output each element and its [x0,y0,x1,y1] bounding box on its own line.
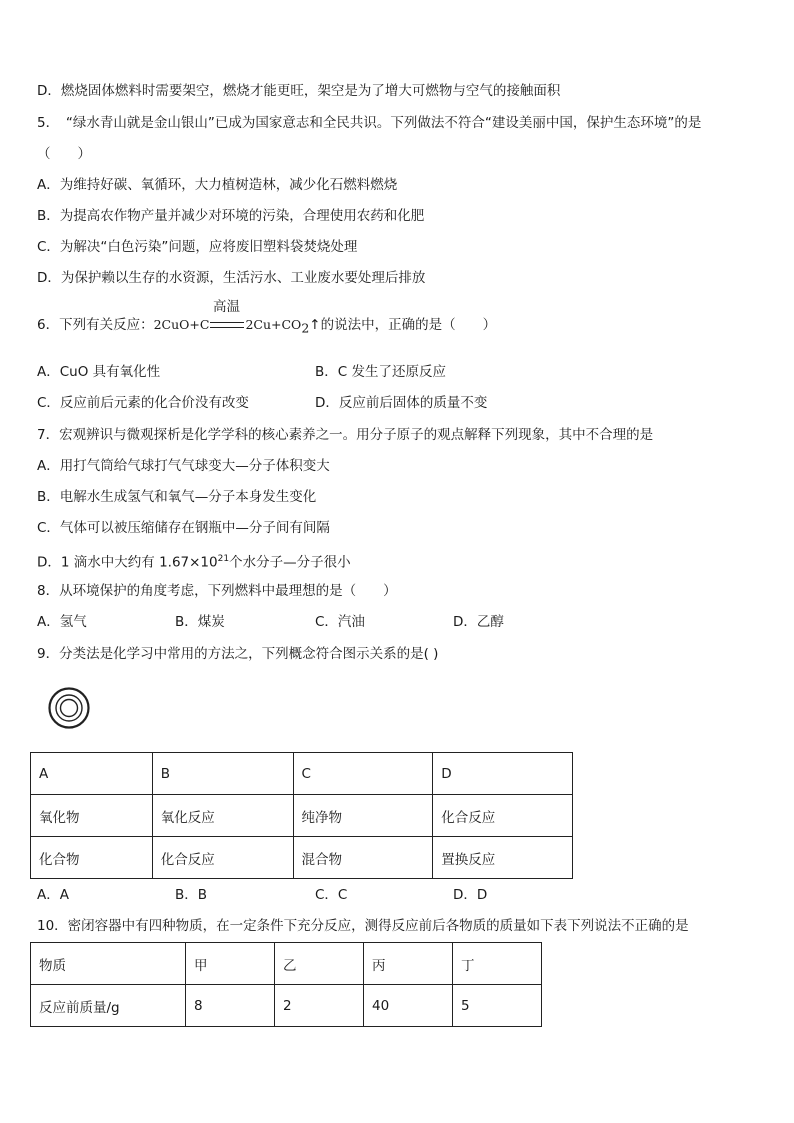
question-7: 7．宏观辨识与微观探析是化学学科的核心素养之一。用分子原子的观点解释下列现象，其中不合理的是 [37,427,654,443]
q9-table-cell: 置换反应 [433,837,573,879]
q9-option-c: C．C [315,887,348,903]
question-6 [37,299,497,338]
q7-option-b: B．电解水生成氢气和氧气—分子本身发生变化 [37,489,317,505]
q8-option-b: B．煤炭 [175,614,225,630]
q10-table-cell: 丙 [364,943,453,985]
q9-table-cell: 氧化反应 [152,795,293,837]
q8-option-d: D．乙醇 [453,614,504,630]
q5-option-a: A．为维持好碳、氧循环，大力植树造林，减少化石燃料燃烧 [37,177,398,193]
q6-equation-right: 2Cu+CO [245,317,302,332]
q9-option-d: D．D [453,887,488,903]
q9-table-cell: C [293,753,433,795]
q9-table-row [31,753,573,795]
question-5: 5． “绿水青山就是金山银山”已成为国家意志和全民共识。下列做法不符合“建设美丽中国，保护生态环境”的是 [37,115,702,131]
q10-table-cell: 8 [186,985,275,1027]
reaction-condition [209,299,245,334]
q10-table-cell: 2 [275,985,364,1027]
q5-option-b: B．为提高农作物产量并减少对环境的污染，合理使用农药和化肥 [37,208,425,224]
q6-option-b: B．C 发生了还原反应 [315,364,446,380]
q6-option-a: A．CuO 具有氧化性 [37,364,161,380]
q6-subscript: 2 [301,320,310,336]
q9-table-cell: 纯净物 [293,795,433,837]
q10-table-cell: 物质 [31,943,186,985]
q5-option-c: C．为解决“白色污染”问题，应将废旧塑料袋焚烧处理 [37,239,358,255]
q9-table-row [31,795,573,837]
q7-option-c: C．气体可以被压缩储存在钢瓶中—分子间有间隔 [37,520,330,536]
q10-table-cell: 5 [453,985,542,1027]
q10-table-cell: 40 [364,985,453,1027]
q9-table-cell: 化合反应 [433,795,573,837]
concentric-circles-diagram [48,687,90,729]
gas-arrow: ↑ [309,317,321,333]
q7d-exponent: 21 [217,554,230,564]
q10-table-row [31,985,542,1027]
q7d-suffix: 个水分子—分子很小 [229,554,351,571]
q9-table-cell: A [31,753,153,795]
q6-option-d: D．反应前后固体的质量不变 [315,395,488,411]
q5-option-d: D．为保护赖以生存的水资源，生活污水、工业废水要处理后排放 [37,270,426,286]
q6-suffix: 的说法中，正确的是（ ） [320,317,497,333]
q9-table-cell: 混合物 [293,837,433,879]
q9-option-b: B．B [175,887,208,903]
equation-equals-sign [210,322,244,328]
q8-option-c: C．汽油 [315,614,365,630]
q9-table-cell: D [433,753,573,795]
q9-table-cell: 化合物 [31,837,153,879]
q10-table-cell: 乙 [275,943,364,985]
q9-table [30,752,573,879]
q7-option-a: A．用打气筒给气球打气气球变大—分子体积变大 [37,458,330,474]
question-9: 9．分类法是化学习中常用的方法之，下列概念符合图示关系的是( ) [37,646,439,662]
q10-table-cell: 甲 [186,943,275,985]
question-10: 10．密闭容器中有四种物质，在一定条件下充分反应，测得反应前后各物质的质量如下表下列说法不正确的是 [37,918,689,934]
q10-table [30,942,542,1027]
q9-table-cell: 化合反应 [152,837,293,879]
q9-option-a: A．A [37,887,69,903]
q6-equation-left: 2CuO+C [153,317,210,332]
line-q4-option-d: D．燃烧固体燃料时需要架空，燃烧才能更旺，架空是为了增大可燃物与空气的接触面积 [37,83,561,99]
q9-table-cell: 氧化物 [31,795,153,837]
q10-table-cell: 反应前质量/g [31,985,186,1027]
q9-table-cell: B [152,753,293,795]
question-8: 8．从环境保护的角度考虑，下列燃料中最理想的是（ ） [37,583,397,599]
q6-prefix: 6．下列有关反应： [37,317,154,333]
q8-option-a: A．氢气 [37,614,87,630]
q6-option-c: C．反应前后元素的化合价没有改变 [37,395,249,411]
q7-option-d [37,550,351,572]
reaction-condition-label: 高温 [212,299,240,315]
q10-table-row [31,943,542,985]
q9-table-row [31,837,573,879]
q7d-prefix: D．1 滴水中大约有 1.67×10 [37,554,218,571]
question-5-paren: （ ） [37,146,91,162]
q10-table-cell: 丁 [453,943,542,985]
